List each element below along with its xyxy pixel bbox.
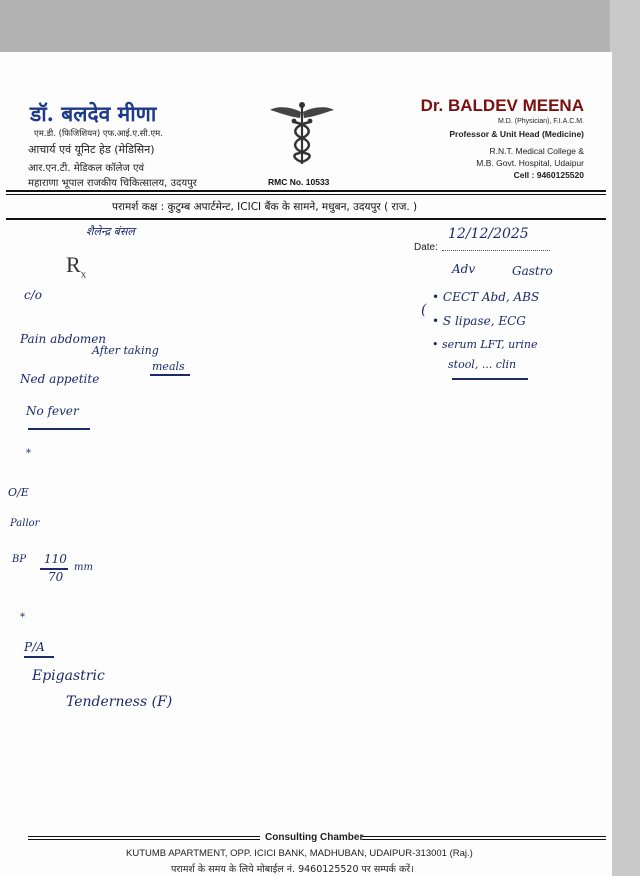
footer-title: Consulting Chamber bbox=[265, 832, 364, 843]
cell-number: Cell : 9460125520 bbox=[513, 170, 584, 180]
advice-item-2: • S lipase, ECG bbox=[432, 314, 526, 328]
designation-hindi: आचार्य एवं यूनिट हेड (मेडिसिन) bbox=[28, 143, 155, 156]
date-value: 12/12/2025 bbox=[448, 226, 529, 242]
college-hindi: आर.एन.टी. मेडिकल कॉलेज एवं bbox=[28, 163, 145, 174]
doctor-name-english: Dr. BALDEV MEENA bbox=[420, 96, 584, 115]
hospital-hindi: महाराणा भूपाल राजकीय चिकित्सालय, उदयपुर bbox=[28, 178, 197, 189]
footer-rule-right-2 bbox=[362, 839, 606, 840]
date-label: Date: bbox=[414, 242, 438, 253]
caduceus-icon bbox=[268, 100, 336, 166]
bp-label: BP bbox=[12, 554, 27, 565]
footer-address: KUTUMB APARTMENT, OPP. ICICI BANK, MADHUBAN, UDAIPUR-313001 (Raj.) bbox=[126, 848, 473, 859]
footer-rule-left bbox=[28, 836, 260, 837]
advice-bracket: ( bbox=[421, 302, 427, 318]
complaints-label: c/o bbox=[24, 288, 42, 302]
bp-systolic: 110 bbox=[44, 552, 67, 566]
hospital-english: M.B. Govt. Hospital, Udaipur bbox=[476, 158, 584, 168]
meals-underline bbox=[150, 374, 190, 376]
pa-label: P/A bbox=[24, 640, 45, 654]
designation-english: Professor & Unit Head (Medicine) bbox=[449, 129, 584, 139]
exam-label: O/E bbox=[8, 486, 29, 499]
complaint-pain-abdomen: Pain abdomen bbox=[20, 332, 107, 346]
advice-item-3: • serum LFT, urine bbox=[432, 338, 538, 351]
footer-rule-right bbox=[362, 836, 606, 837]
doctor-name-hindi: डॉ. बलदेव मीणा bbox=[30, 101, 157, 126]
advice-title: Gastro bbox=[512, 264, 553, 278]
pa-underline bbox=[24, 656, 54, 658]
rmc-number: RMC No. 10533 bbox=[268, 177, 330, 187]
scan-margin-right bbox=[610, 0, 640, 876]
advice-item-1: • CECT Abd, ABS bbox=[432, 290, 540, 304]
college-english: R.N.T. Medical College & bbox=[489, 146, 584, 156]
degrees-english: M.D. (Physician), F.I.A.C.M. bbox=[498, 118, 584, 125]
header-divider-top bbox=[6, 190, 606, 192]
patient-name: शैलेन्द्र बंसल bbox=[86, 225, 135, 238]
bp-diastolic: 70 bbox=[48, 570, 64, 584]
footer-contact-hindi: परामर्श के समय के लिये मोबाईल नं. 9460125520 पर सम्पर्क करें। bbox=[171, 864, 414, 875]
advice-label: Adv bbox=[452, 262, 476, 276]
advice-item-4: stool, ... clin bbox=[448, 358, 517, 371]
exam-pallor: Pallor bbox=[10, 518, 40, 529]
complaint-appetite: Ned appetite bbox=[20, 372, 100, 386]
complaint-meals: meals bbox=[152, 360, 185, 373]
degrees-hindi: एम.डी. (फिजिशियन) एफ.आई.ए.सी.एम. bbox=[34, 129, 163, 139]
no-fever-underline bbox=[28, 428, 90, 430]
complaint-after-taking: After taking bbox=[92, 344, 159, 357]
advice-underline bbox=[452, 378, 528, 380]
bullet-mark: * bbox=[26, 448, 31, 459]
finding-tenderness: Tenderness (F) bbox=[66, 694, 173, 710]
complaint-no-fever: No fever bbox=[26, 404, 79, 418]
footer-rule-left-2 bbox=[28, 839, 260, 840]
rx-symbol: $R_x$ bbox=[66, 252, 87, 281]
finding-epigastric: Epigastric bbox=[32, 668, 105, 684]
header-divider-bottom bbox=[6, 218, 606, 220]
bullet-mark-2: * bbox=[20, 612, 25, 623]
bp-unit: mm bbox=[74, 562, 93, 573]
date-line bbox=[442, 250, 550, 251]
header-divider-top-thin bbox=[6, 194, 606, 195]
chamber-address-hindi: परामर्श कक्ष : कुटुम्ब अपार्टमेन्ट, ICICI बैंक के सामने, मधुबन, उदयपुर ( राज. ) bbox=[112, 201, 418, 213]
